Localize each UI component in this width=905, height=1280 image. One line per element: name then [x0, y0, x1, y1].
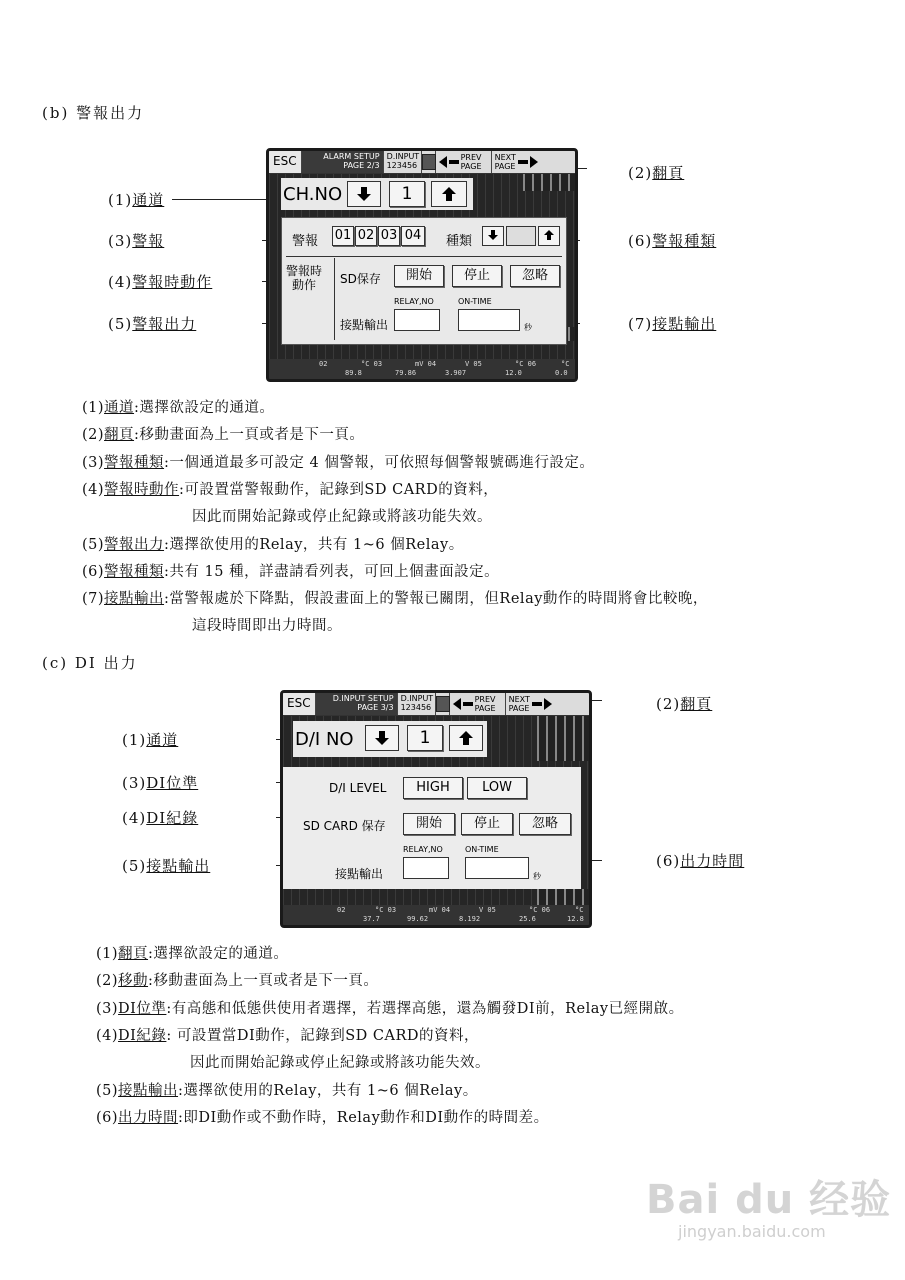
- next-page-button[interactable]: NEXT PAGE: [506, 693, 566, 715]
- description-line: 因此而開始記錄或停止紀錄或將該功能失效。: [192, 509, 492, 526]
- callout-c-4: (4)DI紀錄: [122, 809, 199, 827]
- relay-no-field[interactable]: [403, 857, 449, 879]
- action-label: 警報時 動作: [286, 264, 323, 292]
- callout-b-4: (4)警報時動作: [108, 273, 213, 291]
- callout-b-2: (2)翻頁: [628, 164, 685, 182]
- section-c-heading: (c) DI 出力: [42, 654, 138, 672]
- description-line: (1)翻頁:選擇欲設定的通道。: [96, 946, 289, 962]
- di-up-button[interactable]: [449, 725, 483, 751]
- alarm-tab-03[interactable]: 03: [378, 226, 400, 246]
- description-line: 這段時間即出力時間。: [192, 618, 342, 635]
- ignore-button[interactable]: 忽略: [519, 813, 571, 835]
- speaker-icon[interactable]: [422, 151, 436, 173]
- tab-d-input[interactable]: D.INPUT 123456: [398, 693, 436, 715]
- d-input-setup-screen: [280, 690, 592, 928]
- description-line: (3)警報種類:一個通道最多可設定 4 個警報，可依照每個警報號碼進行設定。: [82, 454, 595, 471]
- alarm-type-label: 種類: [446, 234, 473, 249]
- contact-output-label: 接點輸出: [335, 867, 384, 881]
- on-time-label: ON-TIME: [465, 845, 499, 854]
- on-time-field[interactable]: [458, 309, 520, 331]
- sd-card-save-label: SD CARD 保存: [303, 819, 386, 833]
- stop-button[interactable]: 停止: [452, 265, 502, 287]
- arrow-up-icon: [450, 731, 482, 745]
- description-line: (3)DI位準:有高態和低態供使用者選擇，若選擇高態，還為觸發DI前，Relay已經開啟。: [96, 1000, 684, 1017]
- channel-up-button[interactable]: [431, 181, 467, 207]
- esc-button[interactable]: ESC: [283, 693, 316, 715]
- callout-b-6: (6)警報種類: [628, 232, 717, 250]
- tab-d-input-setup[interactable]: D.INPUT SETUP PAGE 3/3: [316, 693, 398, 715]
- high-button[interactable]: HIGH: [403, 777, 463, 799]
- di-down-button[interactable]: [365, 725, 399, 751]
- callout-c-2: (2)翻頁: [656, 695, 713, 713]
- on-time-field[interactable]: [465, 857, 529, 879]
- relay-no-field[interactable]: [394, 309, 440, 331]
- relay-no-label: RELAY,NO: [394, 297, 434, 306]
- relay-no-label: RELAY,NO: [403, 845, 443, 854]
- start-button[interactable]: 開始: [403, 813, 455, 835]
- callout-b-3: (3)警報: [108, 232, 165, 250]
- arrow-up-icon: [432, 187, 466, 201]
- callout-c-5: (5)接點輸出: [122, 857, 211, 875]
- arrow-right-icon: [530, 156, 538, 168]
- on-time-label: ON-TIME: [458, 297, 492, 306]
- description-line: (7)接點輸出:當警報處於下降點，假設畫面上的警報已關閉，但Relay動作的時間將會比較晚，: [82, 591, 708, 608]
- description-line: (4)DI紀錄: 可設置當DI動作，記錄到SD CARD的資料，: [96, 1027, 480, 1044]
- alarm-tab-04[interactable]: 04: [401, 226, 425, 246]
- description-line: (1)通道:選擇欲設定的通道。: [82, 400, 275, 416]
- di-number-label: D/I NO: [295, 729, 354, 750]
- status-bar: 02 °C 03 mV 04 V 05 °C 06 °C 89.8 79.86 3.907 12.0 0.0: [269, 359, 575, 379]
- baidu-logo: Bai du 经验: [646, 1177, 892, 1223]
- watermark-url: jingyan.baidu.com: [678, 1222, 826, 1241]
- description-line: 因此而開始記錄或停止紀錄或將該功能失效。: [190, 1055, 490, 1072]
- stop-button[interactable]: 停止: [461, 813, 513, 835]
- description-line: (4)警報時動作:可設置當警報動作，記錄到SD CARD的資料，: [82, 481, 499, 498]
- alarm-tab-02[interactable]: 02: [355, 226, 377, 246]
- callout-b-1: (1)通道: [108, 191, 165, 209]
- callout-c-6: (6)出力時間: [656, 852, 745, 870]
- tab-d-input[interactable]: D.INPUT 123456: [384, 151, 422, 173]
- alarm-setup-screen: [266, 148, 578, 382]
- contact-output-label: 接點輸出: [340, 318, 389, 332]
- callout-b-5: (5)警報出力: [108, 315, 197, 333]
- speaker-icon[interactable]: [436, 693, 450, 715]
- description-line: (6)出力時間:即DI動作或不動作時，Relay動作和DI動作的時間差。: [96, 1109, 549, 1126]
- di-value[interactable]: 1: [407, 725, 443, 751]
- channel-down-button[interactable]: [347, 181, 381, 207]
- arrow-up-icon: [539, 230, 559, 240]
- description-line: (5)警報出力:選擇欲使用的Relay，共有 1~6 個Relay。: [82, 536, 464, 553]
- type-down-button[interactable]: [482, 226, 504, 246]
- arrow-left-icon: [453, 698, 461, 710]
- prev-page-button[interactable]: PREV PAGE: [436, 151, 492, 173]
- channel-label: CH.NO: [283, 184, 343, 205]
- low-button[interactable]: LOW: [467, 777, 527, 799]
- status-bar: 02 °C 03 mV 04 V 05 °C 06 °C 37.7 99.62 8.192 25.6 12.8: [283, 905, 589, 925]
- seconds-unit: 秒: [524, 323, 532, 332]
- arrow-right-icon: [544, 698, 552, 710]
- seconds-unit: 秒: [533, 872, 541, 881]
- di-level-label: D/I LEVEL: [329, 781, 387, 795]
- arrow-down-icon: [483, 230, 503, 240]
- description-line: (6)警報種類:共有 15 種，詳盡請看列表，可回上個畫面設定。: [82, 563, 500, 580]
- description-line: (5)接點輸出:選擇欲使用的Relay，共有 1~6 個Relay。: [96, 1082, 478, 1099]
- type-up-button[interactable]: [538, 226, 560, 246]
- sd-save-label: SD保存: [340, 272, 381, 286]
- description-line: (2)移動:移動畫面為上一頁或者是下一頁。: [96, 973, 379, 990]
- ignore-button[interactable]: 忽略: [510, 265, 560, 287]
- alarm-label: 警報: [292, 234, 319, 249]
- channel-value[interactable]: 1: [389, 181, 425, 207]
- description-line: (2)翻頁:移動畫面為上一頁或者是下一頁。: [82, 427, 365, 444]
- tab-alarm-setup[interactable]: ALARM SETUP PAGE 2/3: [302, 151, 384, 173]
- start-button[interactable]: 開始: [394, 265, 444, 287]
- next-page-button[interactable]: NEXT PAGE: [492, 151, 552, 173]
- prev-page-button[interactable]: PREV PAGE: [450, 693, 506, 715]
- alarm-tab-01[interactable]: 01: [332, 226, 354, 246]
- alarm-type-field[interactable]: [506, 226, 536, 246]
- section-b-heading: (b) 警報出力: [42, 104, 145, 122]
- callout-c-1: (1)通道: [122, 731, 179, 749]
- arrow-down-icon: [366, 731, 398, 745]
- arrow-left-icon: [439, 156, 447, 168]
- esc-button[interactable]: ESC: [269, 151, 302, 173]
- callout-c-3: (3)DI位準: [122, 774, 199, 792]
- arrow-down-icon: [348, 187, 380, 201]
- callout-b-7: (7)接點輸出: [628, 315, 717, 333]
